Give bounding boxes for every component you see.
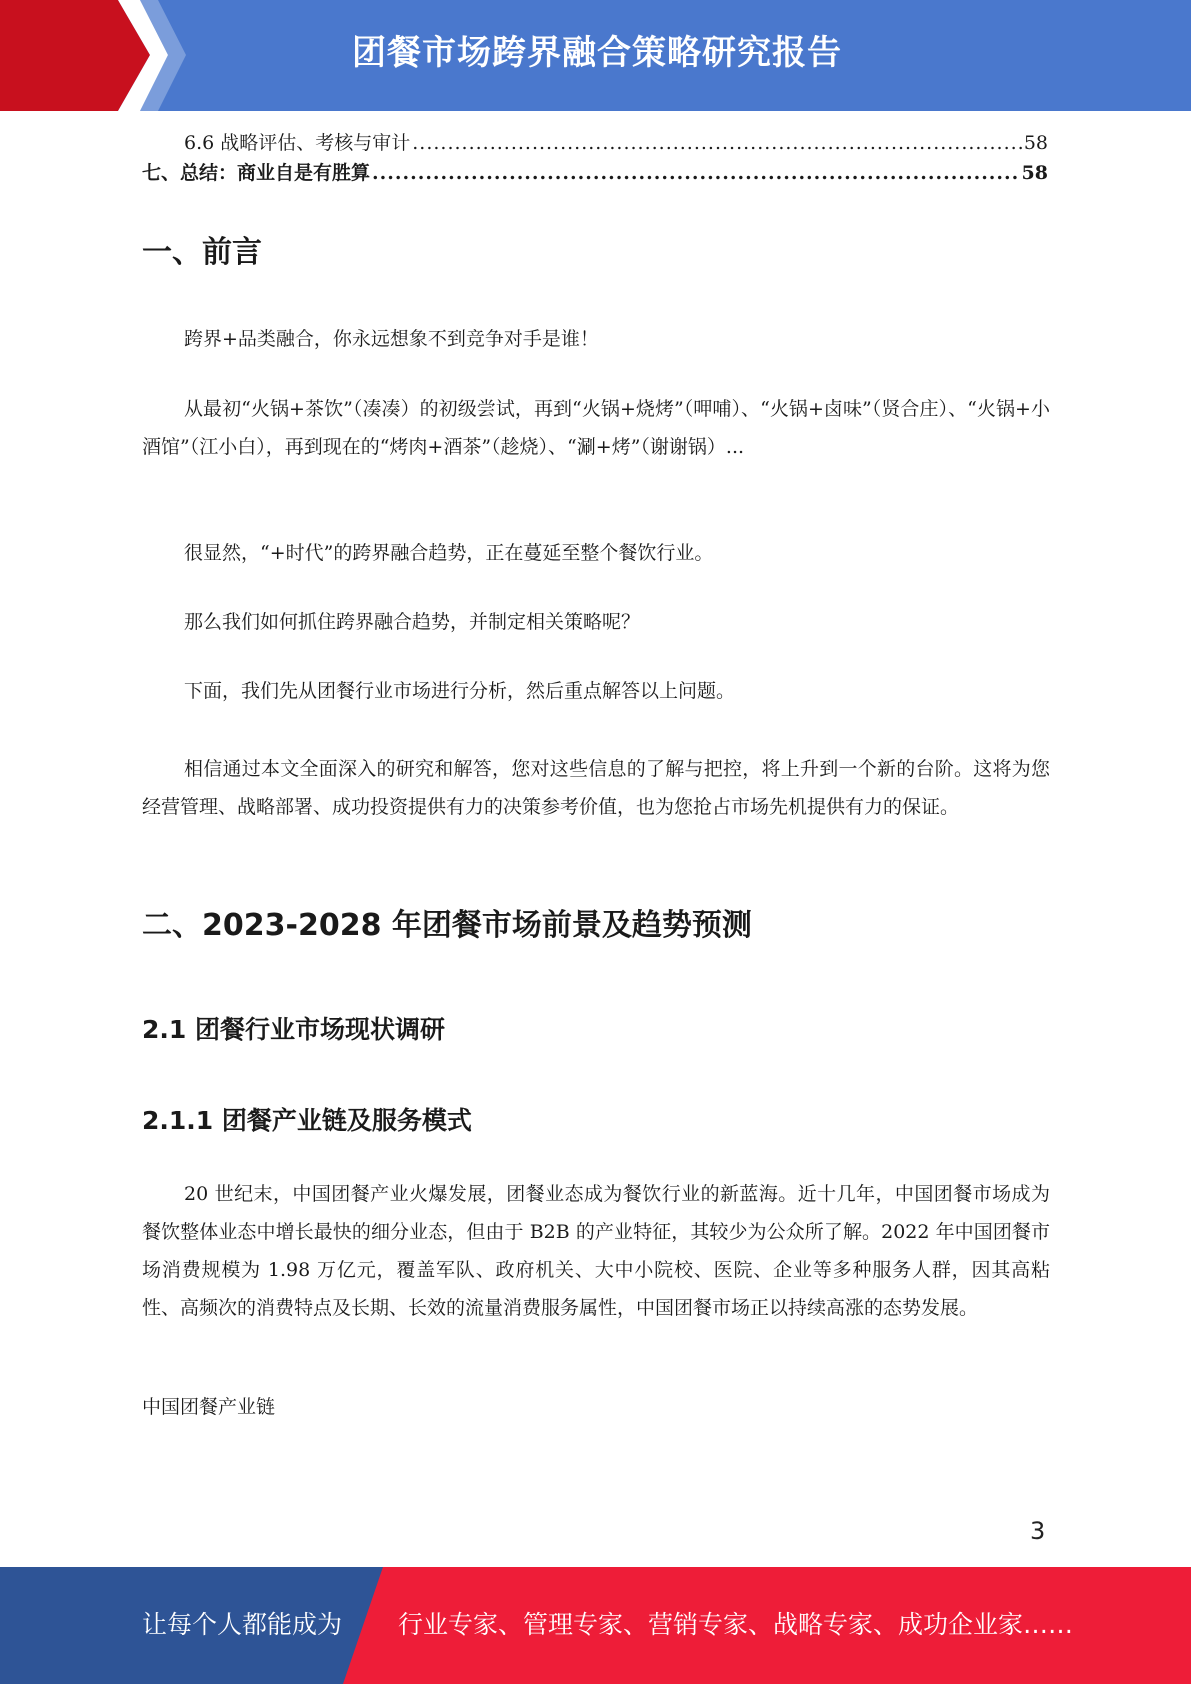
paragraph: 下面，我们先从团餐行业市场进行分析，然后重点解答以上问题。 <box>184 680 736 702</box>
toc-leader-dots <box>412 128 1022 158</box>
paragraph: 20 世纪末，中国团餐产业火爆发展，团餐业态成为餐饮行业的新蓝海。近十几年，中国团餐市场成为餐饮整体业态中增长最快的细分业态，但由于 B2B 的产业特征，其较少为公众所了解。2022 年中国团餐市场消费规模为 1.98 万亿元，覆盖军队、政府机关、大中小院校、医院、企业等多种服务人群，因其高粘性、高频次的消费特点及长期、长效的流量消费服务属性，中国团餐市场正以持续高涨的态势发展。 <box>142 1183 1050 1319</box>
toc-entry-page: 58 <box>1023 132 1048 154</box>
toc-entry-label: 6.6 战略评估、考核与审计 <box>184 132 411 154</box>
paragraph: 很显然，“+时代”的跨界融合趋势，正在蔓延至整个餐饮行业。 <box>184 542 714 564</box>
toc-entry[interactable] <box>142 158 1048 188</box>
footer-slogan-left: 让每个人都能成为 <box>142 1610 343 1639</box>
paragraph: 跨界+品类融合，你永远想象不到竞争对手是谁！ <box>184 328 599 350</box>
toc-entry-label: 七、总结：商业自是有胜算 <box>142 162 371 184</box>
section-heading-preface: 一、前言 <box>142 235 262 270</box>
paragraph: 那么我们如何抓住跨界融合趋势，并制定相关策略呢？ <box>184 611 641 633</box>
toc-entry-page: 58 <box>1021 162 1048 184</box>
subsubsection-heading: 2.1.1 团餐产业链及服务模式 <box>142 1106 472 1135</box>
footer-slogan-right: 行业专家、管理专家、营销专家、战略专家、成功企业家…… <box>398 1610 1074 1639</box>
footer-banner <box>0 1567 1191 1684</box>
paragraph: 相信通过本文全面深入的研究和解答，您对这些信息的了解与把控，将上升到一个新的台阶。这将为您经营管理、战略部署、成功投资提供有力的决策参考价值，也为您抢占市场先机提供有力的保证。 <box>142 758 1050 818</box>
paragraph: 从最初“火锅+茶饮”（凑凑）的初级尝试，再到“火锅+烧烤”（呷哺）、“火锅+卤味”（贤合庄）、“火锅+小酒馆”（江小白），再到现在的“烤肉+酒茶”（趁烧）、“涮+烤”（谢谢锅）... <box>142 398 1050 458</box>
toc-leader-dots <box>372 158 1020 188</box>
toc-entry[interactable] <box>184 128 1048 158</box>
figure-caption: 中国团餐产业链 <box>142 1396 276 1418</box>
page-number: 3 <box>1030 1517 1046 1545</box>
report-title: 团餐市场跨界融合策略研究报告 <box>352 33 842 73</box>
header-banner <box>0 0 1191 111</box>
section-heading-forecast: 二、2023-2028 年团餐市场前景及趋势预测 <box>142 908 752 943</box>
subsection-heading: 2.1 团餐行业市场现状调研 <box>142 1015 445 1044</box>
